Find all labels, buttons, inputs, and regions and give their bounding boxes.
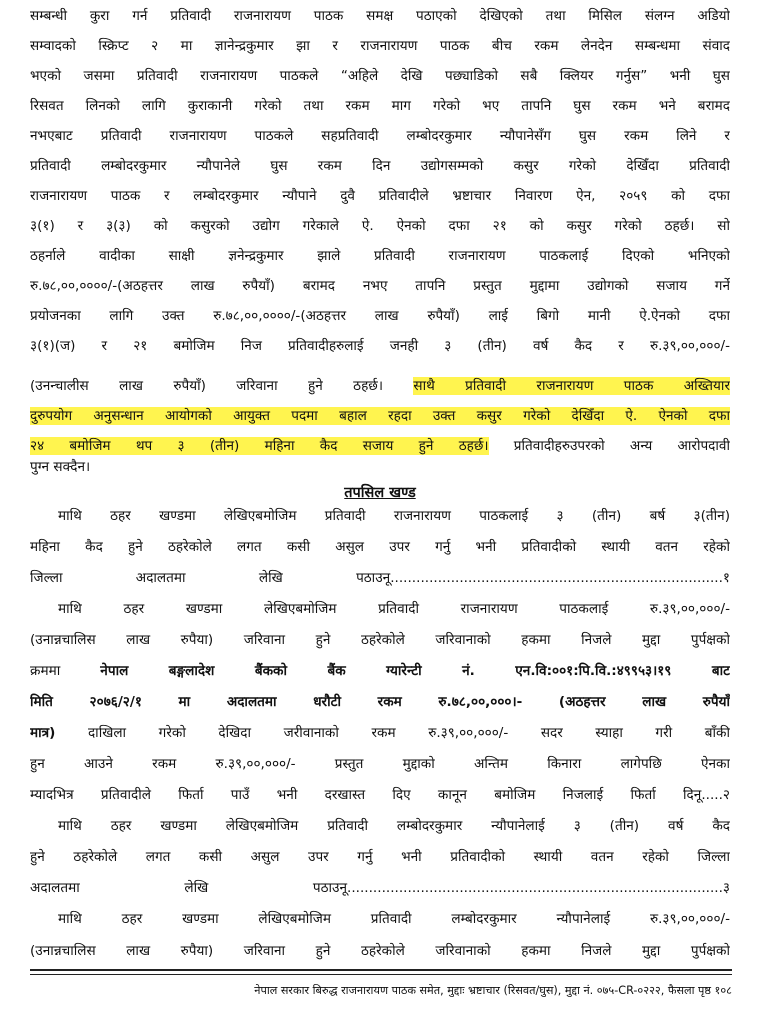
body-line-6: प्रतिवादी लम्बोदरकुमार न्यौपानेले घुस रकम दिन उद्योगसम्मको कसुर गरेको देखिँदा प्रतिवादी (30, 158, 730, 174)
body-line-9: ठहर्नाले वादीका साक्षी ज्ञनेन्द्रकुमार झाले प्रतिवादी राजनारायण पाठकलाई दिएको भनिएको (30, 248, 730, 264)
body-line-10: रु.७८,००,००००/-(अठहत्तर लाख रुपैयाँ) बरामद नभए तापनि प्रस्तुत मुद्दामा उद्योगको सजाय गर्ने (30, 278, 730, 294)
line-13-text: (उनन्चालीस लाख रुपैयाँ) जरिवाना हुने ठहर्छ। (30, 378, 414, 394)
body-line-11: प्रयोजनका लागि उक्त रु.७८,००,००००/-(अठहत्तर लाख रुपैयाँ) लाई बिगो मानी ऐ.ऐनको दफा (30, 308, 730, 324)
body-line-8: ३(१) र ३(३) को कसुरको उद्योग गरेकाले ऐ. ऐनको दफा २१ को कसुर गरेको ठहर्छ। सो (30, 218, 730, 234)
body-line-1: सम्बन्धी कुरा गर्न प्रतिवादी राजनारायण पाठक समक्ष पठाएको देखिएको तथा मिसिल संलग्न अडियो (30, 8, 730, 24)
body-line-5: नभएबाट प्रतिवादी राजनारायण पाठकले सहप्रतिवादी लम्बोदरकुमार न्यौपानेसँग घुस रकम लिने र (30, 128, 730, 144)
tapsil-line-2: महिना कैद हुने ठहरेकोले लगत कसी असुल उपर गर्नु भनी प्रतिवादीको स्थायी वतन रहेको (30, 539, 730, 555)
line-15-text: प्रतिवादीहरुउपरको अन्य आरोपदावी (488, 438, 730, 454)
section-heading: तपसिल खण्ड (344, 485, 416, 501)
tapsil-line-6-text: क्रममा (30, 663, 101, 679)
body-line-14 (30, 401, 730, 431)
highlighted-text: दुरुपयोग अनुसन्धान आयोगको आयुक्त पदमा बहाल रहदा उक्त कसुर गरेको देखिँदा ऐ. ऐनको दफा (30, 408, 730, 424)
tapsil-line-5: (उनान्नचालिस लाख रुपैया) जरिवाना हुने ठहरेकोले जरिवानाको हकमा निजले मुद्दा पुर्पक्षको (30, 632, 730, 648)
tapsil-line-13: अदालतमा लेखि पठाउनू.......................................................................................३ (30, 880, 730, 896)
tapsil-line-7: मिति २०७६/२/१ मा अदालतमा धरौटी रकम रु.७८,००,०००।- (अठहत्तर लाख रुपैयाँ (30, 694, 730, 710)
body-line-16: पुग्न सक्दैन। (30, 459, 91, 475)
tapsil-line-10: म्यादभित्र प्रतिवादीले फिर्ता पाउँ भनी दरखास्त दिए कानून बमोजिम निजलाई फिर्ता दिनू.....२ (30, 787, 730, 803)
tapsil-line-6 (30, 656, 730, 686)
highlighted-text: साथै प्रतिवादी राजनारायण पाठक अख्तियार (413, 378, 730, 394)
tapsil-line-4: माथि ठहर खण्डमा लेखिएबमोजिम प्रतिवादी राजनारायण पाठकलाई रु.३९,००,०००/- (58, 601, 730, 617)
page-footer: नेपाल सरकार बिरुद्ध राजनारायण पाठक समेत, मुद्दाः भ्रष्टाचार (रिसवत/घुस), मुद्दा नं. ०७५-CR-०२२२, फैसला पृष्ठ १०८ (254, 984, 732, 997)
bold-text: मात्र) (30, 725, 56, 741)
tapsil-line-9: हुन आउने रकम रु.३९,००,०००/- प्रस्तुत मुद्दाको अन्तिम किनारा लागेपछि ऐनका (30, 756, 730, 772)
body-line-4: रिसवत लिनको लागि कुराकानी गरेको तथा रकम माग गरेको भए तापनि घुस रकम भने बरामद (30, 98, 730, 114)
body-line-3: भएको जसमा प्रतिवादी राजनारायण पाठकले “अहिले देखि पछ्याडिको सबै क्लियर गर्नुस” भनी घुस (30, 68, 730, 84)
tapsil-line-8-text: दाखिला गरेको देखिदा जरीवानाको रकम रु.३९,००,०००/- सदर स्याहा गरी बाँकी (55, 725, 730, 741)
body-line-13 (30, 371, 730, 401)
tapsil-line-15: (उनान्नचालिस लाख रुपैया) जरिवाना हुने ठहरेकोले जरिवानाको हकमा निजले मुद्दा पुर्पक्षको (30, 943, 730, 959)
tapsil-line-14: माथि ठहर खण्डमा लेखिएबमोजिम प्रतिवादी लम्बोदरकुमार न्यौपानेलाई रु.३९,००,०००/- (58, 911, 730, 927)
body-line-12: ३(१)(ज) र २१ बमोजिम निज प्रतिवादीहरुलाई जनही ३ (तीन) वर्ष कैद र रु.३९,००,०००/- (30, 338, 730, 354)
footer-rule-thin (30, 974, 732, 975)
tapsil-line-12: हुने ठहरेकोले लगत कसी असुल उपर गर्नु भनी प्रतिवादीको स्थायी वतन रहेको जिल्ला (30, 849, 730, 865)
highlighted-text: २४ बमोजिम थप ३ (तीन) महिना कैद सजाय हुने ठहर्छ। (30, 438, 489, 454)
bank-guarantee-text: नेपाल बङ्गलादेश बैंकको बैंक ग्यारेन्टी नं. एन.वि:००१:पि.वि.:४९९५३।१९ बाट (100, 663, 730, 679)
tapsil-line-8 (30, 718, 730, 748)
tapsil-line-11: माथि ठहर खण्डमा लेखिएबमोजिम प्रतिवादी लम्बोदरकुमार न्यौपानेलाई ३ (तीन) वर्ष कैद (58, 818, 730, 834)
footer-rule-thick (30, 969, 732, 971)
body-line-7: राजनारायण पाठक र लम्बोदरकुमार न्यौपाने दुवै प्रतिवादीले भ्रष्टाचार निवारण ऐन, २०५९ को दफा (30, 188, 730, 204)
body-line-2: सम्वादको स्क्रिप्ट २ मा ज्ञानेन्द्रकुमार झा र राजनारायण पाठक बीच रकम लेनदेन सम्बन्धमा संवाद (30, 38, 730, 54)
tapsil-line-3: जिल्ला अदालतमा लेखि पठाउनू.............................................................................१ (30, 570, 730, 586)
tapsil-line-1: माथि ठहर खण्डमा लेखिएबमोजिम प्रतिवादी राजनारायण पाठकलाई ३ (तीन) बर्ष ३(तीन) (58, 508, 730, 524)
